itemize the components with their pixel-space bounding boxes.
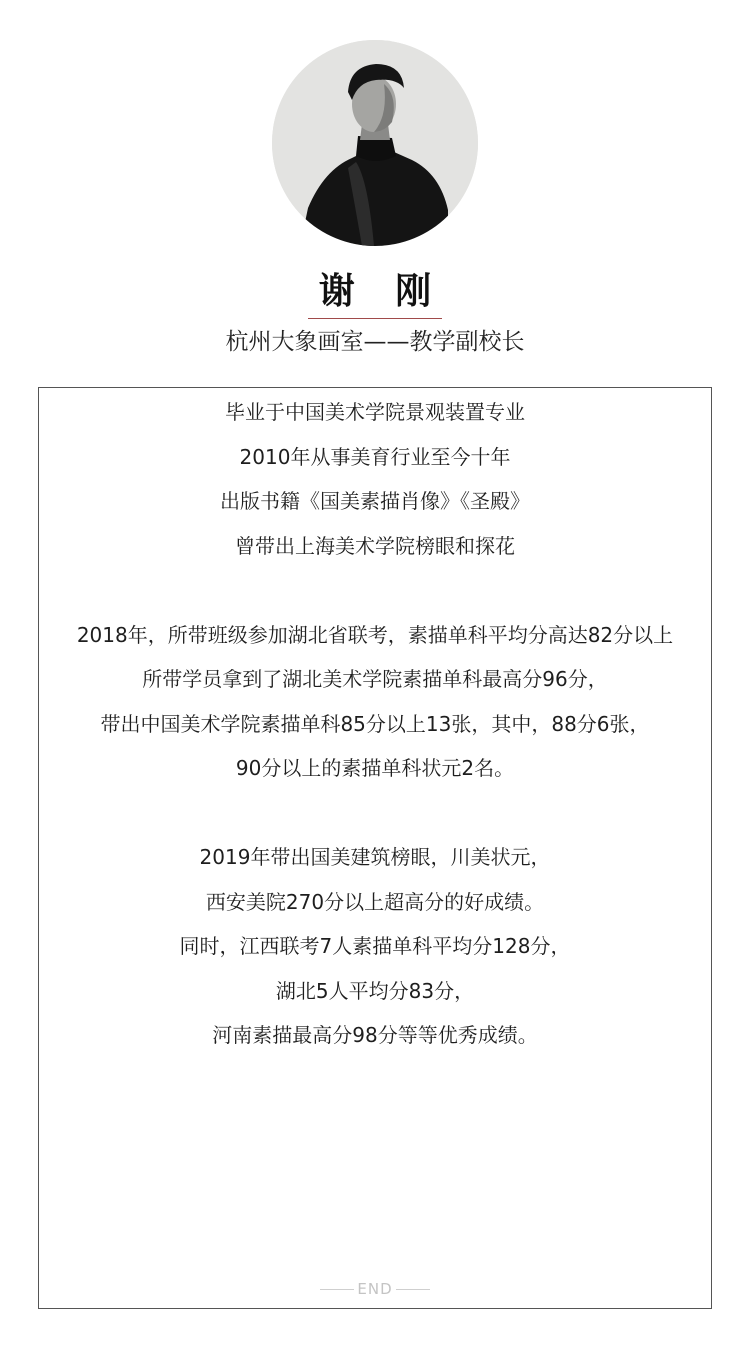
bio-panel [38, 387, 712, 1309]
bio-line: 带出中国美术学院素描单科85分以上13张，其中，88分6张， [100, 711, 650, 736]
name-underline [308, 318, 442, 319]
bio-line: 90分以上的素描单科状元2名。 [235, 756, 515, 780]
end-dash-left [320, 1289, 354, 1290]
bio-line: 湖北5人平均分83分， [275, 978, 475, 1003]
bio-line: 2010年从事美育行业至今十年 [239, 444, 511, 469]
bio-line: 2019年带出国美建筑榜眼，川美状元， [199, 845, 551, 869]
profile-photo [272, 40, 478, 246]
paragraph-gap [39, 791, 711, 836]
bio-line: 毕业于中国美术学院景观装置专业 [225, 400, 525, 424]
bio-line: 2018年，所带班级参加湖北省联考，素描单科平均分高达82分以上 [76, 622, 674, 647]
end-mark [39, 1280, 711, 1298]
bio-line: 曾带出上海美术学院榜眼和探花 [235, 533, 515, 558]
portrait-photo-icon [272, 40, 478, 246]
end-label: END [357, 1280, 393, 1298]
bio-text [39, 390, 711, 1058]
bio-line: 出版书籍《国美素描肖像》《圣殿》 [220, 489, 530, 513]
profile-title: 杭州大象画室——教学副校长 [225, 329, 525, 355]
bio-line: 所带学员拿到了湖北美术学院素描单科最高分96分， [142, 667, 608, 691]
end-dash-right [396, 1289, 430, 1290]
paragraph-gap [39, 568, 711, 613]
bio-line: 河南素描最高分98分等等优秀成绩。 [212, 1023, 538, 1047]
bio-line: 西安美院270分以上超高分的好成绩。 [205, 889, 545, 914]
bio-line: 同时，江西联考7人素描单科平均分128分， [179, 934, 571, 958]
profile-name: 谢 刚 [318, 271, 446, 312]
